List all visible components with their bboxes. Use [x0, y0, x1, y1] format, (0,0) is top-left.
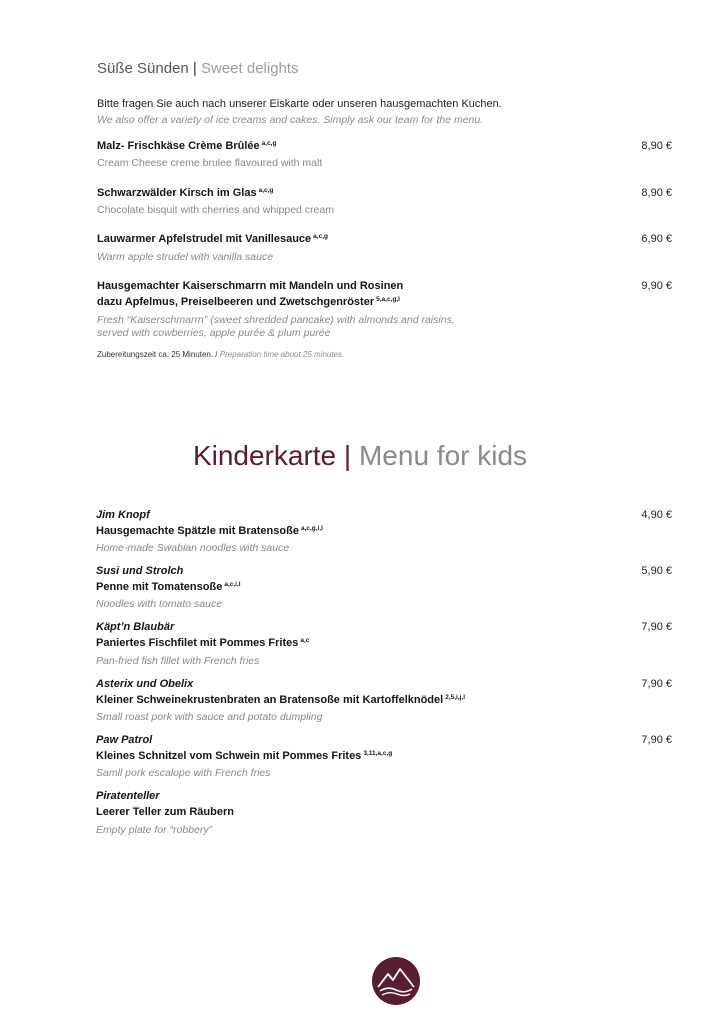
kids-item-dish: Leerer Teller zum Räubern — [96, 806, 234, 818]
allergen-codes: a,c,g — [258, 187, 274, 194]
price: 4,90 € — [641, 509, 672, 521]
price: 8,90 € — [641, 140, 672, 152]
desserts-title-de: Süße Sünden — [97, 60, 189, 77]
kids-item-character: Käpt’n Blaubär — [96, 621, 175, 633]
kids-item-description: Empty plate for “robbery” — [96, 824, 213, 836]
kids-item-description: Home-made Swabian noodles with sauce — [96, 542, 290, 554]
dish-description: Warm apple strudel with vanilla sauce — [97, 251, 274, 263]
kids-item-dish — [96, 525, 323, 537]
price: 7,90 € — [641, 678, 672, 690]
kids-item-character: Piratenteller — [96, 790, 160, 802]
kids-item-description: Samll pork escalope with French fries — [96, 767, 271, 779]
kids-item-description: Small roast pork with sauce and potato dumpling — [96, 711, 323, 723]
menu-item-name-line1: Hausgemachter Kaiserschmarrn mit Mandeln und Rosinen — [97, 280, 404, 292]
desserts-title-en: Sweet delights — [201, 60, 299, 77]
dish-name: Kleines Schnitzel vom Schwein mit Pommes Frites — [96, 750, 362, 762]
dish-name: Hausgemachte Spätzle mit Bratensoße — [96, 525, 299, 537]
restaurant-logo — [371, 956, 421, 1006]
allergen-codes: a,c,i,l — [224, 581, 241, 588]
price: 5,90 € — [641, 565, 672, 577]
allergen-codes: a,c,g,i,l — [300, 525, 323, 532]
dish-name: Malz- Frischkäse Crème Brûlée — [97, 140, 260, 152]
dish-name: dazu Apfelmus, Preiselbeeren und Zwetschgenröster — [97, 296, 375, 308]
allergen-codes: 5,a,c,g,l — [376, 296, 400, 303]
price: 8,90 € — [641, 187, 672, 199]
kids-item-character: Asterix und Obelix — [96, 678, 194, 690]
kids-title-de: Kinderkarte — [192, 440, 337, 471]
dish-description-line2: served with cowberries, apple purée & plum purée — [97, 327, 331, 339]
title-separator: | — [192, 60, 197, 77]
note-en: Preparation time about 25 minutes. — [219, 350, 345, 359]
dish-name: Schwarzwälder Kirsch im Glas — [97, 187, 257, 199]
menu-item-name — [97, 187, 273, 199]
dish-name: Paniertes Fischfilet mit Pommes Frites — [96, 637, 299, 649]
allergen-codes: 2,5,i,j,l — [445, 694, 466, 701]
desserts-intro-de: Bitte fragen Sie auch nach unserer Eiskarte oder unseren hausgemachten Kuchen. — [97, 98, 502, 110]
kids-item-description: Noodles with tomato sauce — [96, 598, 223, 610]
allergen-codes: a,c — [300, 637, 310, 644]
kids-item-description: Pan-fried fish fillet with French fries — [96, 655, 260, 667]
kids-item-dish — [96, 694, 465, 706]
title-separator: | — [343, 440, 352, 471]
dish-description: Cream Cheese creme brulee flavoured with malt — [97, 157, 323, 169]
allergen-codes: a,c,g — [261, 140, 277, 147]
menu-item-name — [97, 233, 328, 245]
allergen-codes: a,c,g — [313, 233, 328, 240]
dish-description-line1: Fresh “Kaiserschmarrn” (sweet shredded pancake) with almonds and raisins, — [97, 314, 455, 326]
kids-item-dish — [96, 581, 241, 593]
dish-description: Chocolate bisquit with cherries and whipped cream — [97, 204, 334, 216]
price: 9,90 € — [641, 280, 672, 292]
kids-item-character: Paw Patrol — [96, 734, 153, 746]
price: 7,90 € — [641, 621, 672, 633]
note-de: Zubereitungszeit ca. 25 Minuten. / — [97, 350, 218, 359]
desserts-intro-en: We also offer a variety of ice creams and cakes. Simply ask our team for the menu. — [97, 114, 484, 126]
dish-name: Penne mit Tomatensoße — [96, 581, 223, 593]
kids-item-dish — [96, 637, 309, 649]
mountain-logo-icon — [371, 956, 421, 1006]
kids-title — [0, 440, 720, 472]
dish-name: Kleiner Schweinekrustenbraten an Bratensoße mit Kartoffelknödel — [96, 694, 444, 706]
price: 7,90 € — [641, 734, 672, 746]
preparation-note — [97, 350, 344, 359]
kids-item-character: Jim Knopf — [96, 509, 150, 521]
dish-name: Lauwarmer Apfelstrudel mit Vanillesauce — [97, 233, 312, 245]
price: 6,90 € — [641, 233, 672, 245]
menu-item-name — [97, 140, 276, 152]
menu-item-name-line2 — [97, 296, 400, 308]
desserts-title — [97, 60, 299, 77]
allergen-codes: 3,11,a,c,g — [363, 750, 393, 757]
kids-title-en: Menu for kids — [358, 440, 528, 471]
kids-item-character: Susi und Strolch — [96, 565, 184, 577]
kids-item-dish — [96, 750, 392, 762]
